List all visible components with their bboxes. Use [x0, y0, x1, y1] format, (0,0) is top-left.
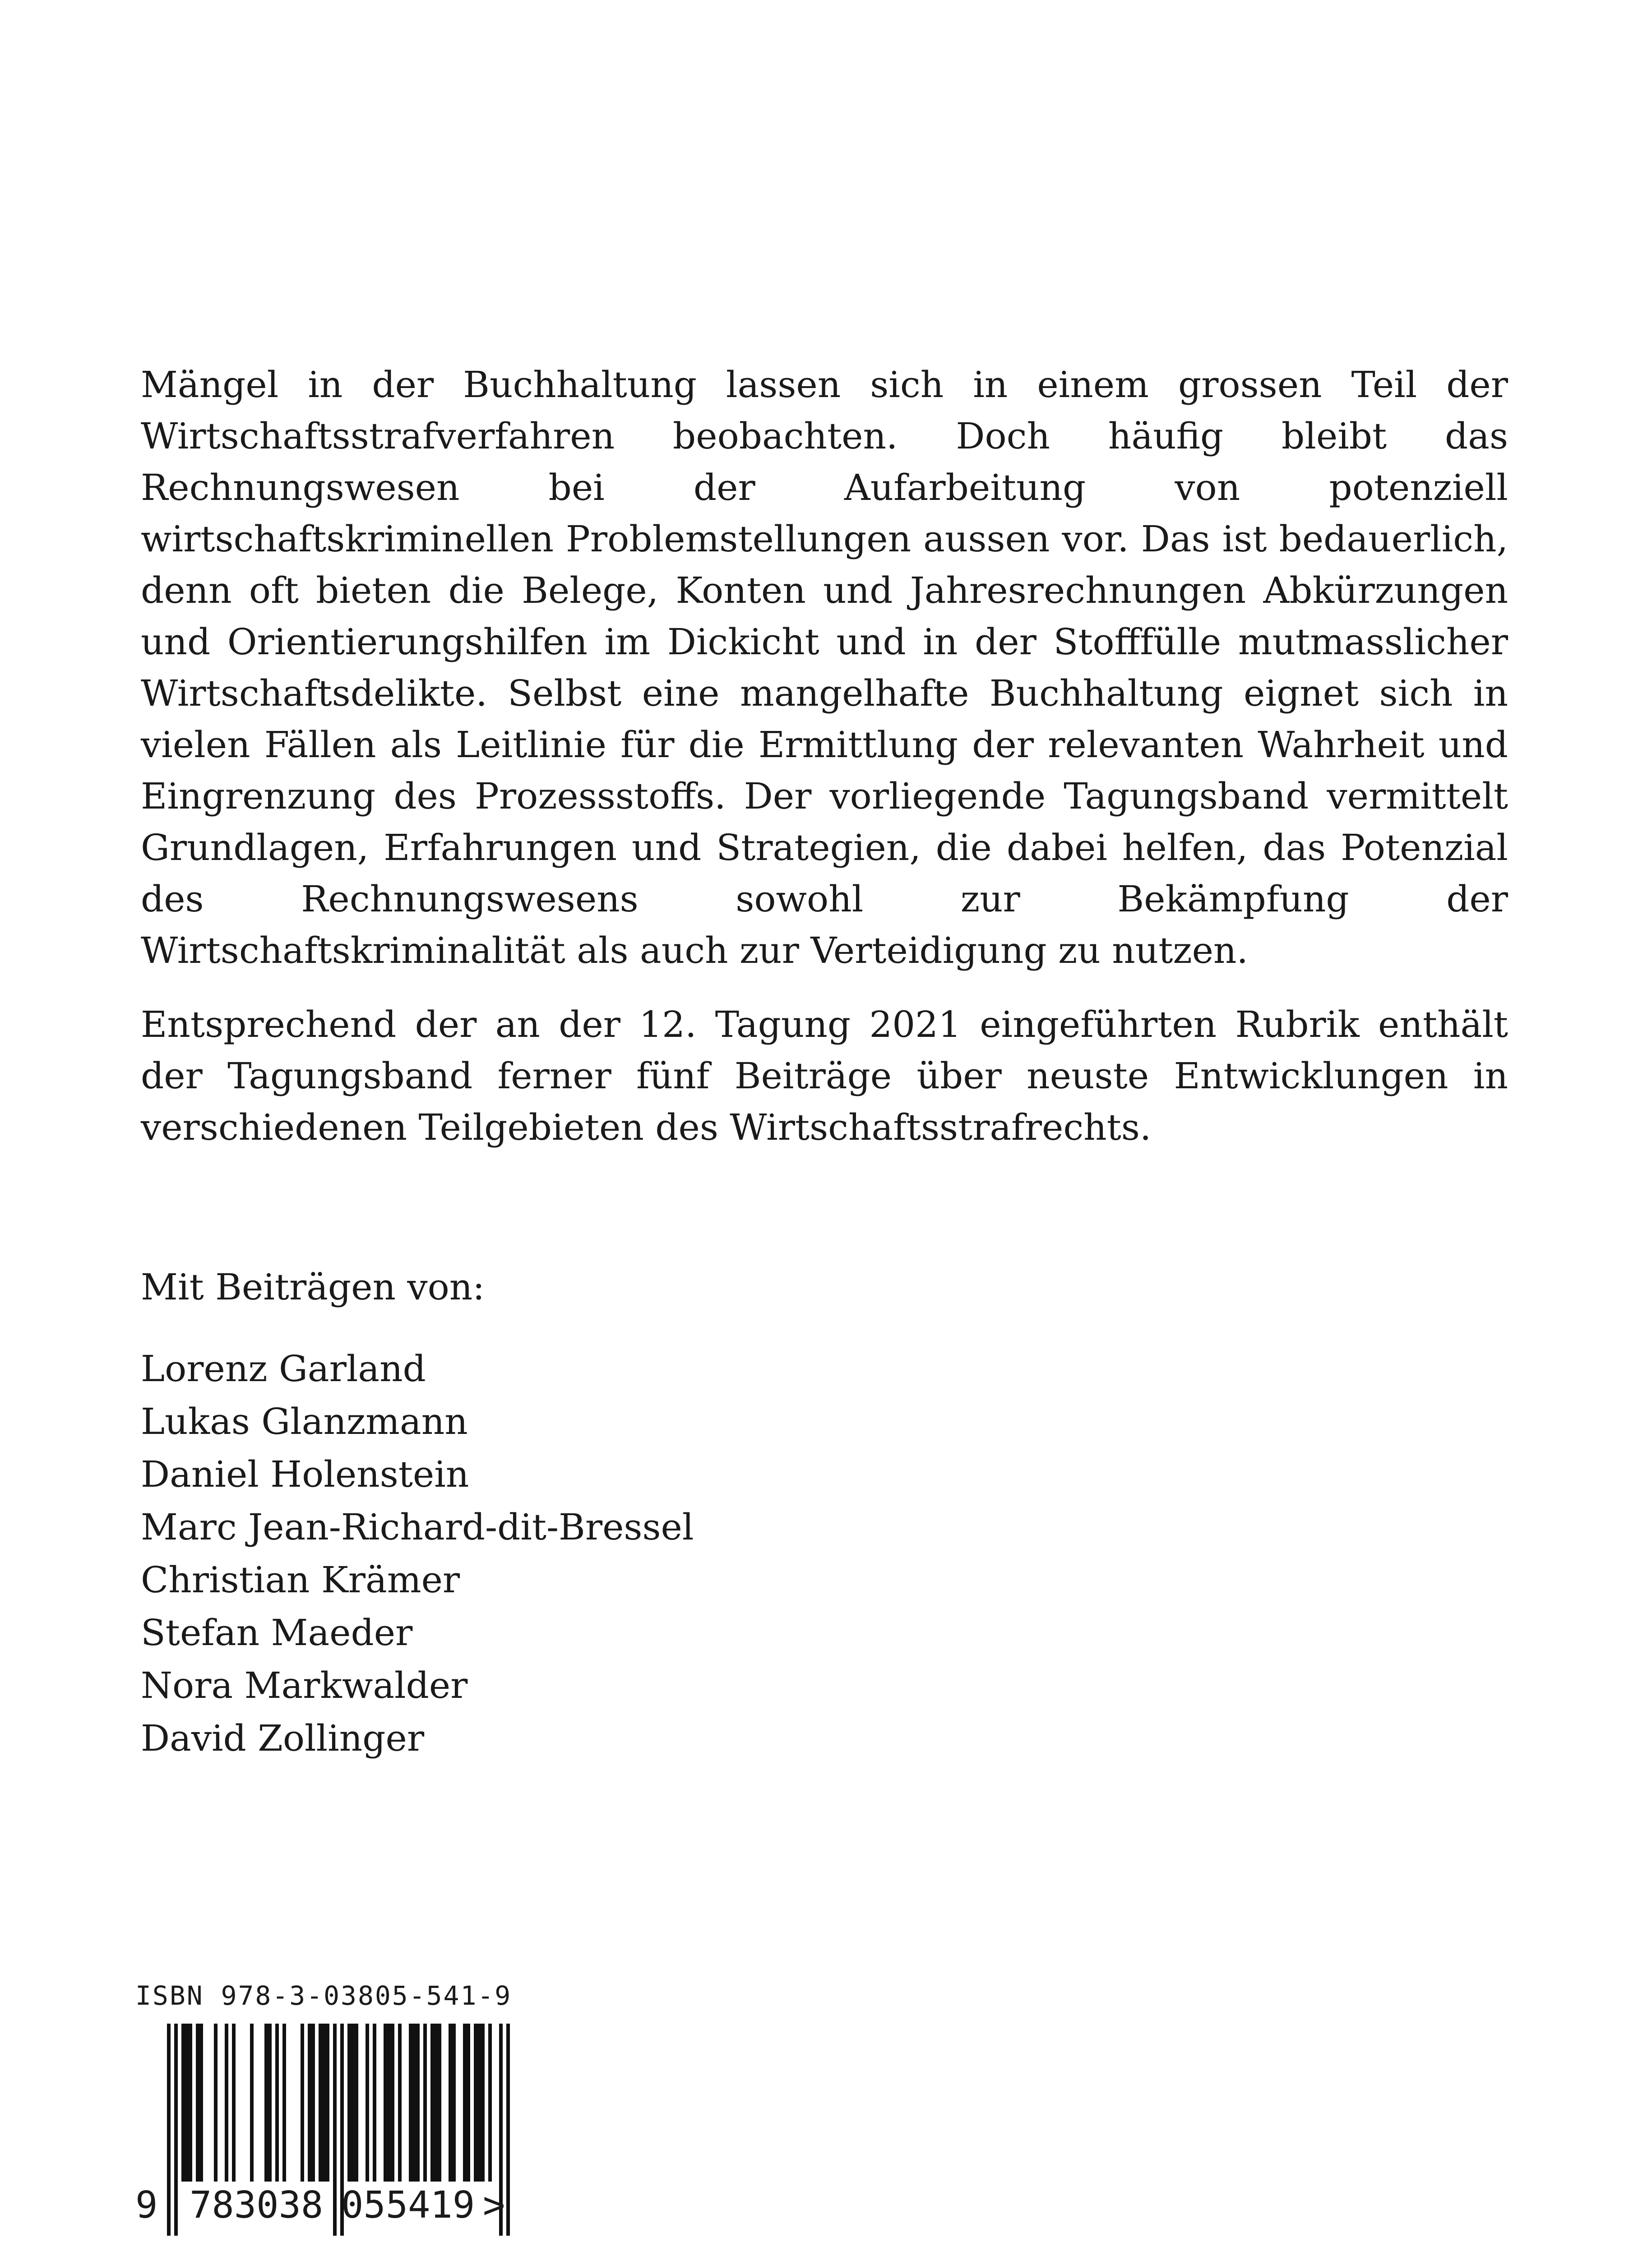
- barcode-digits-right: 055419: [341, 2184, 475, 2227]
- barcode-bar: [214, 2024, 217, 2182]
- barcode-bar: [264, 2024, 272, 2182]
- barcode-bar: [319, 2024, 329, 2182]
- contributors-list: [141, 1342, 1224, 1765]
- contributor-name: David Zollinger: [141, 1717, 425, 1759]
- isbn-label: ISBN 978-3-03805-541-9: [135, 1980, 512, 2011]
- barcode-bar: [232, 2024, 236, 2182]
- barcode-bar: [282, 2024, 286, 2182]
- barcode-digits-left: 783038: [190, 2184, 324, 2227]
- barcode-bar: [308, 2024, 315, 2182]
- barcode-bar: [384, 2024, 394, 2182]
- barcode-bar: [366, 2024, 369, 2182]
- barcode-bar: [398, 2024, 402, 2182]
- barcode-guard-bar: [506, 2024, 510, 2236]
- barcode-guard-bar: [167, 2024, 171, 2236]
- barcode-bar: [449, 2024, 456, 2182]
- barcode-bar: [488, 2024, 492, 2182]
- barcode-bar: [275, 2024, 279, 2182]
- barcode-bar: [347, 2024, 358, 2182]
- barcode-bar: [430, 2024, 441, 2182]
- contributor-name: Christian Krämer: [141, 1559, 460, 1601]
- barcode-bar: [250, 2024, 254, 2182]
- barcode-guard-bar: [174, 2024, 178, 2236]
- barcode-bar: [423, 2024, 427, 2182]
- description-paragraph-2: Entsprechend der an der 12. Tagung 2021 eingeführten Rubrik enthält der Tagungsband ferner fünf Beiträge über neuste Entwicklungen in verschiedenen Teilgebieten des Wirtschaftsstrafrechts.: [141, 1003, 1508, 1148]
- barcode-bar: [463, 2024, 470, 2182]
- contributor-name: Lorenz Garland: [141, 1348, 426, 1390]
- contributor-name: Marc Jean-Richard-dit-Bressel: [141, 1506, 694, 1548]
- barcode-quiet-zone-marker: >: [483, 2184, 505, 2227]
- contributor-name: Nora Markwalder: [141, 1664, 468, 1706]
- contributor-name: Stefan Maeder: [141, 1612, 413, 1654]
- barcode-bar: [474, 2024, 485, 2182]
- contributors-heading: Mit Beiträgen von:: [141, 1266, 485, 1308]
- contributor-name: Daniel Holenstein: [141, 1453, 469, 1495]
- barcode-bar: [181, 2024, 192, 2182]
- barcode-guard-bar: [333, 2024, 337, 2236]
- barcode-bar: [301, 2024, 304, 2182]
- description-paragraph-1: Mängel in der Buchhaltung lassen sich in einem grossen Teil der Wirtschaftsstrafverfahren beobachten. Doch häufig bleibt das Rechnungswesen bei der Aufarbeitung von potenziell wirtschaftskriminellen Problemstellungen aussen vor. Das ist bedauerlich, denn oft bieten die Belege, Konten und Jahresrechnungen Abkürzungen und Orientierungshilfen im Dickicht und in der Stofffülle mutmasslicher Wirtschaftsdelikte. Selbst eine mangelhafte Buchhaltung eignet sich in vielen Fällen als Leitlinie für die Ermittlung der relevanten Wahrheit und Eingrenzung des Prozessstoffs. Der vorliegende Tagungsband vermittelt Grundlagen, Erfahrungen und Strategien, die dabei helfen, das Potenzial des Rechnungswesens sowohl zur Bekämpfung der Wirtschaftskriminalität als auch zur Verteidigung zu nutzen.: [141, 364, 1508, 971]
- barcode-bar: [196, 2024, 203, 2182]
- barcode-bar: [225, 2024, 228, 2182]
- barcode-bar: [373, 2024, 376, 2182]
- barcode-digit-first: 9: [135, 2184, 158, 2227]
- contributor-name: Lukas Glanzmann: [141, 1401, 468, 1442]
- barcode-bar: [409, 2024, 420, 2182]
